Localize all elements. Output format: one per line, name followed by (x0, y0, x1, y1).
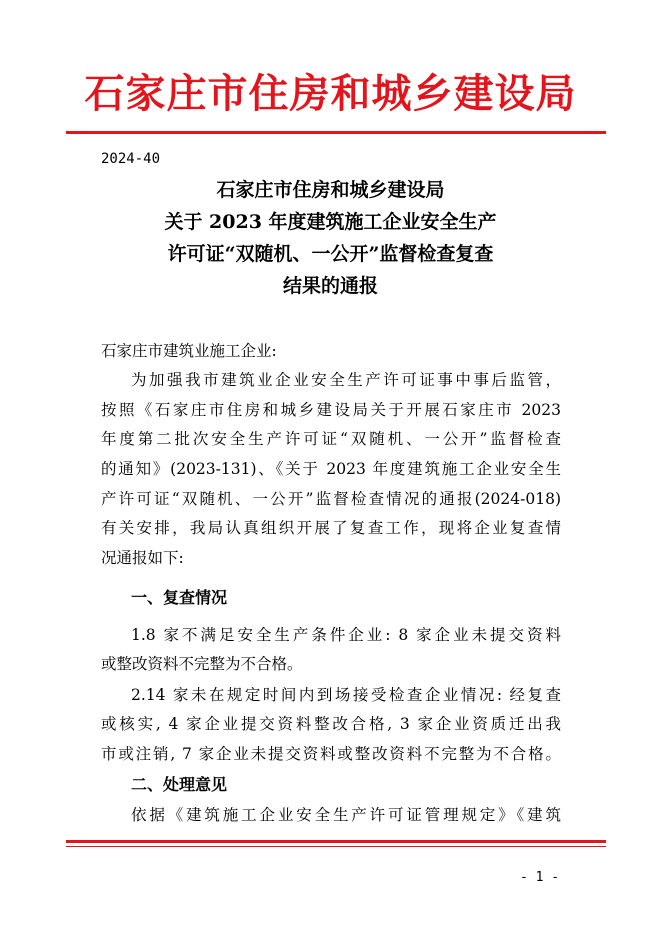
document-title-line: 许可证“双随机、一公开”监督检查复查 (167, 243, 494, 265)
document-title-line: 石家庄市住房和城乡建设局 (216, 179, 445, 201)
page-number: - 1 - (520, 870, 560, 885)
section-heading: 一、复查情况 (131, 588, 228, 607)
item-line: 2.14 家未在规定时间内到场接受检查企业情况: 经复查 (131, 686, 561, 704)
red-divider-top (66, 131, 606, 134)
section-heading: 二、处理意见 (131, 775, 228, 794)
body-line: 为加强我市建筑业企业安全生产许可证事中事后监管， (131, 371, 561, 389)
body-line: 产许可证“双随机、一公开”监督检查情况的通报(2024-018) (101, 490, 561, 508)
body-line: 按照《石家庄市住房和城乡建设局关于开展石家庄市 2023 (101, 401, 561, 419)
document-title-line: 结果的通报 (282, 275, 378, 297)
item-line: 或整改资料不完整为不合格。 (101, 655, 303, 673)
salutation: 石家庄市建筑业施工企业: (101, 342, 277, 360)
item-line: 1.8 家不满足安全生产条件企业: 8 家企业未提交资料 (131, 626, 561, 644)
red-divider-bottom-thin (66, 846, 606, 847)
body-line: 有关安排，我局认真组织开展了复查工作，现将企业复查情 (101, 519, 561, 537)
body-line: 年度第二批次安全生产许可证“双随机、一公开”监督检查 (101, 430, 561, 448)
document-title-line: 关于 2023 年度建筑施工企业安全生产 (164, 211, 497, 233)
document-number: 2024-40 (101, 151, 161, 167)
body-line: 况通报如下: (101, 549, 184, 567)
masthead-title: 石家庄市住房和城乡建设局 (84, 70, 577, 117)
body-line: 依据《建筑施工企业安全生产许可证管理规定》《建筑 (131, 806, 561, 824)
body-line: 的通知》(2023-131)、《关于 2023 年度建筑施工企业安全生 (101, 460, 561, 478)
red-divider-bottom (66, 840, 606, 843)
item-line: 市或注销, 7 家企业未提交资料或整改资料不完整为不合格。 (101, 745, 561, 763)
item-line: 或核实, 4 家企业提交资料整改合格, 3 家企业资质迁出我 (101, 715, 561, 733)
